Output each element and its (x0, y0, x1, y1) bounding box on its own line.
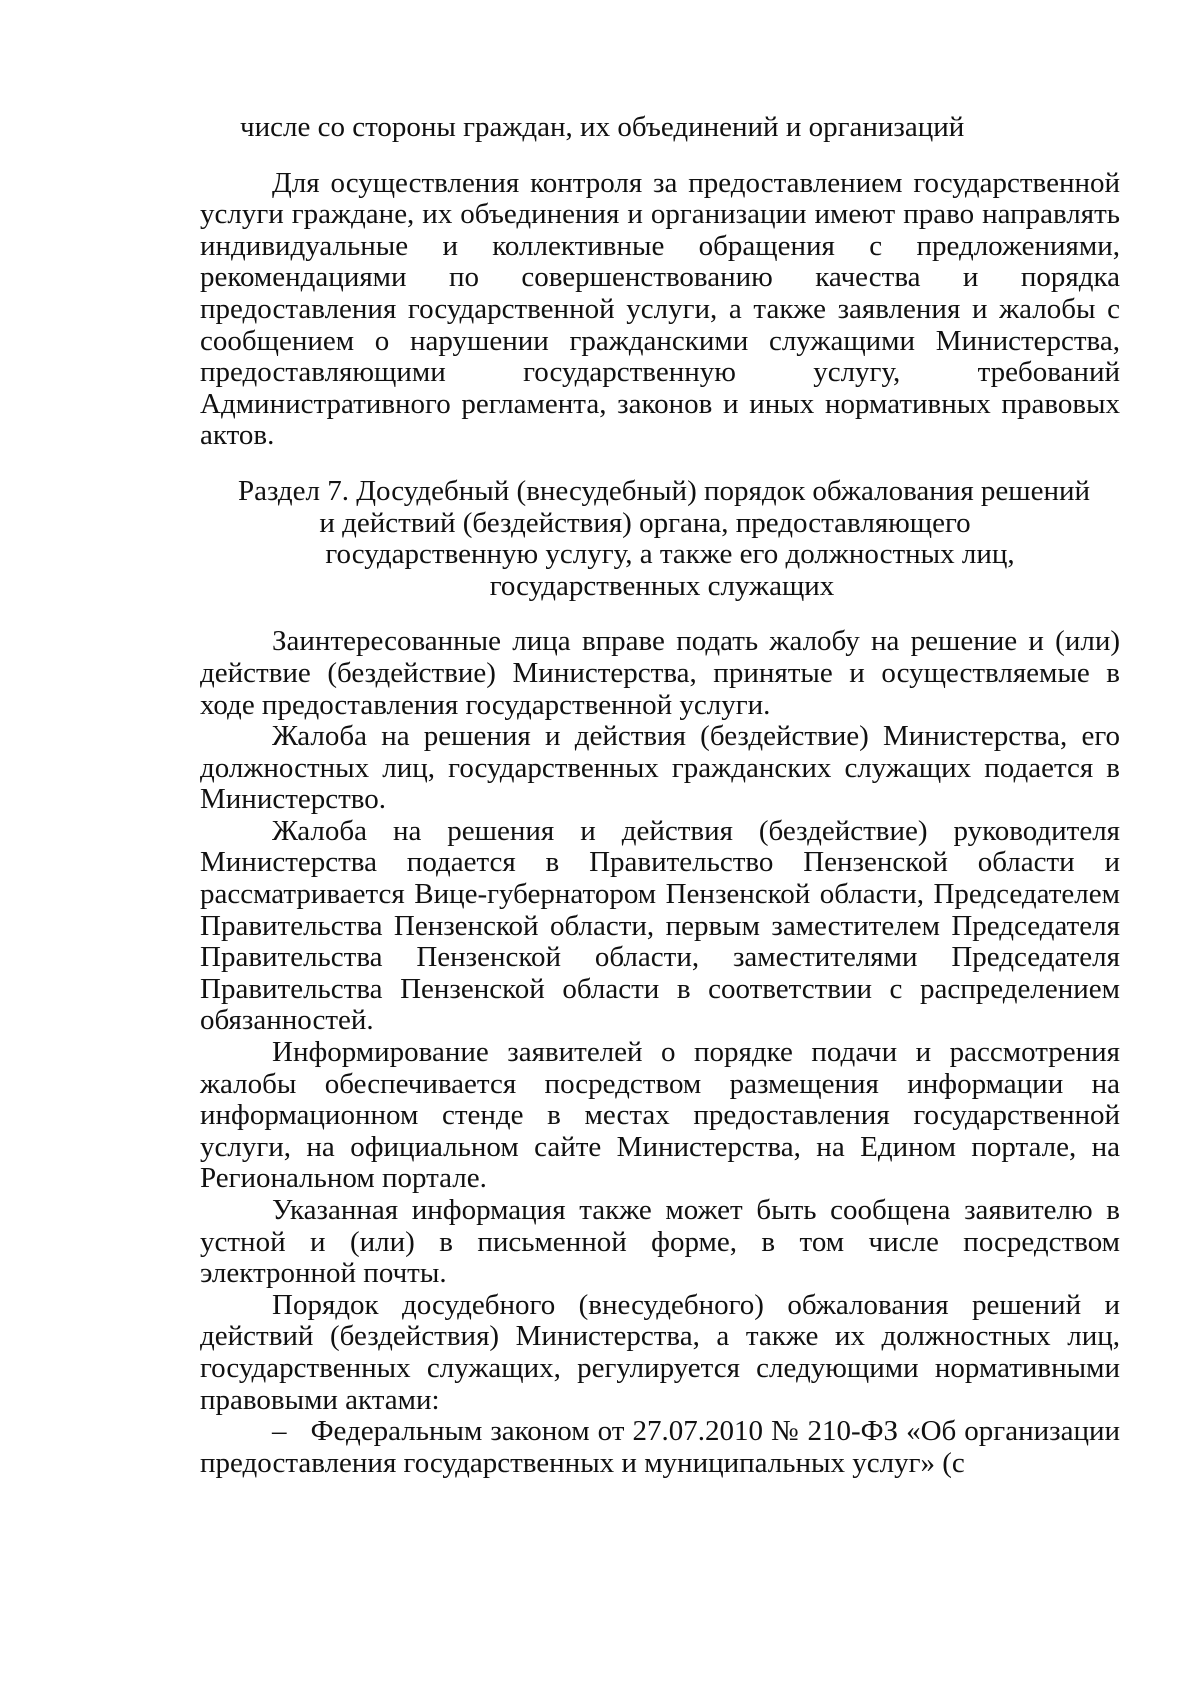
control-paragraph: Для осуществления контроля за предоставлением государственной услуги граждане, их объединения и организации имеют право направлять индивидуальные и коллективные обращения с предложениями, рекомендациями по совершенствованию качества и порядка предоставления государственной услуги, а также заявления и жалобы с сообщением о нарушении гражданскими служащими Министерства, предоставляющими государственную услугу, требований Административного регламента, законов и иных нормативных правовых актов. (200, 166, 1120, 452)
list-item (200, 1416, 1120, 1479)
list-marker: – (272, 1415, 287, 1448)
paragraph: Информирование заявителей о порядке подачи и рассмотрения жалобы обеспечивается посредством размещения информации на информационном стенде в местах предоставления государственной услуги, на официальном сайте Министерства, на Едином портале, на Региональном портале. (200, 1036, 1120, 1195)
paragraph: Жалоба на решения и действия (бездействие) руководителя Министерства подается в Правительство Пензенской области и рассматривается Вице-губернатором Пензенской области, Председателем Правительства Пензенской области, первым заместителем Председателя Правительства Пензенской области, заместителями Председателя Правительства Пензенской области в соответствии с распределением обязанностей. (200, 814, 1120, 1037)
paragraph: Заинтересованные лица вправе подать жалобу на решение и (или) действие (бездействие) Министерства, принятые и осуществляемые в ходе предоставления государственной услуги. (200, 625, 1120, 721)
paragraph: Указанная информация также может быть сообщена заявителю в устной и (или) в письменной форме, в том числе посредством электронной почты. (200, 1194, 1120, 1290)
paragraph: Жалоба на решения и действия (бездействие) Министерства, его должностных лиц, государственных гражданских служащих подается в Министерство. (200, 720, 1120, 816)
list-item-text: Федеральным законом от 27.07.2010 № 210-ФЗ «Об организации предоставления государственных и муниципальных услуг» (с (200, 1415, 1120, 1479)
intro-line: числе со стороны граждан, их объединений и организаций (240, 111, 965, 143)
section-heading-line: и действий (бездействия) органа, предоставляющего (319, 506, 971, 539)
section-heading-line: государственную услугу, а также его должностных лиц, (325, 538, 1015, 571)
document-body (200, 112, 1120, 1479)
section-heading-line: государственных служащих (489, 569, 835, 602)
paragraph: Порядок досудебного (внесудебного) обжалования решений и действий (бездействия) Министерства, а также их должностных лиц, государственных служащих, регулируется следующими нормативными правовыми актами: (200, 1288, 1120, 1416)
section-heading-line: Раздел 7. Досудебный (внесудебный) порядок обжалования решений (237, 474, 1091, 507)
section-heading (200, 476, 1120, 602)
